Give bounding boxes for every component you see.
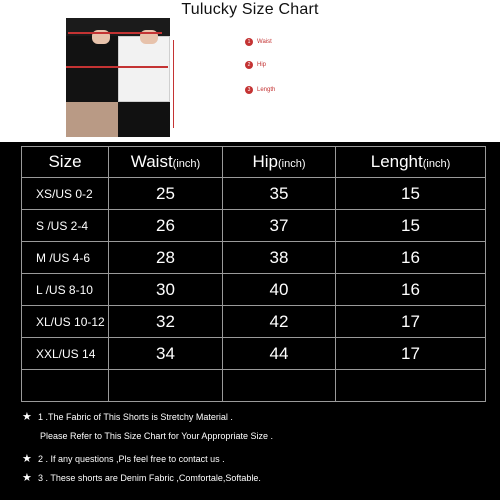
table-row xyxy=(22,210,486,242)
legend-number-icon: 2 xyxy=(245,61,253,69)
table-row xyxy=(22,242,486,274)
size-cell: L /US 8-10 xyxy=(22,274,109,306)
size-cell: S /US 2-4 xyxy=(22,210,109,242)
size-chart-board xyxy=(0,142,500,500)
table-row xyxy=(22,178,486,210)
waist-cell: 25 xyxy=(109,178,223,210)
waist-measure-line xyxy=(68,32,162,34)
hip-cell: 42 xyxy=(223,306,336,338)
star-icon: ★ xyxy=(22,472,32,484)
length-cell: 16 xyxy=(336,274,486,306)
hip-cell: 35 xyxy=(223,178,336,210)
star-icon: ★ xyxy=(22,411,32,423)
size-cell: M /US 4-6 xyxy=(22,242,109,274)
length-cell xyxy=(336,370,486,402)
hip-cell: 38 xyxy=(223,242,336,274)
size-table xyxy=(21,146,486,402)
product-photo xyxy=(0,18,500,142)
header-length: Lenght(inch) xyxy=(336,147,486,178)
legend-item-hip: 2 Hip xyxy=(245,61,266,69)
table-row xyxy=(22,306,486,338)
table-row-empty xyxy=(22,370,486,402)
header-hip: Hip(inch) xyxy=(223,147,336,178)
length-measure-line xyxy=(173,40,174,128)
table-header-row xyxy=(22,147,486,178)
header-size: Size xyxy=(22,147,109,178)
hip-cell xyxy=(223,370,336,402)
length-cell: 15 xyxy=(336,178,486,210)
waist-cell: 26 xyxy=(109,210,223,242)
note-3: ★ 3 . These shorts are Denim Fabric ,Comfortale,Softable. xyxy=(22,472,261,484)
chart-title: Tulucky Size Chart xyxy=(181,1,319,18)
note-1: ★ 1 .The Fabric of This Shorts is Stretchy Material . xyxy=(22,411,233,423)
note-1-continued: Please Refer to This Size Chart for Your Appropriate Size . xyxy=(40,431,273,441)
waist-cell xyxy=(109,370,223,402)
note-2: ★ 2 . If any questions ,Pls feel free to contact us . xyxy=(22,453,225,465)
size-cell: XS/US 0-2 xyxy=(22,178,109,210)
hip-cell: 44 xyxy=(223,338,336,370)
length-cell: 16 xyxy=(336,242,486,274)
size-cell: XL/US 10-12 xyxy=(22,306,109,338)
table-row xyxy=(22,274,486,306)
legend-item-length: 3 Length xyxy=(245,86,275,94)
waist-cell: 34 xyxy=(109,338,223,370)
hip-cell: 40 xyxy=(223,274,336,306)
waist-cell: 32 xyxy=(109,306,223,338)
header-waist: Waist(inch) xyxy=(109,147,223,178)
legend-number-icon: 1 xyxy=(245,38,253,46)
length-cell: 17 xyxy=(336,338,486,370)
length-cell: 15 xyxy=(336,210,486,242)
star-icon: ★ xyxy=(22,453,32,465)
waist-cell: 30 xyxy=(109,274,223,306)
table-row xyxy=(22,338,486,370)
legend-number-icon: 3 xyxy=(245,86,253,94)
skirt-image xyxy=(66,36,170,137)
legend-item-waist: 1 Waist xyxy=(245,38,272,46)
length-cell: 17 xyxy=(336,306,486,338)
hip-measure-line xyxy=(66,66,168,68)
size-cell xyxy=(22,370,109,402)
waist-cell: 28 xyxy=(109,242,223,274)
size-cell: XXL/US 14 xyxy=(22,338,109,370)
hip-cell: 37 xyxy=(223,210,336,242)
